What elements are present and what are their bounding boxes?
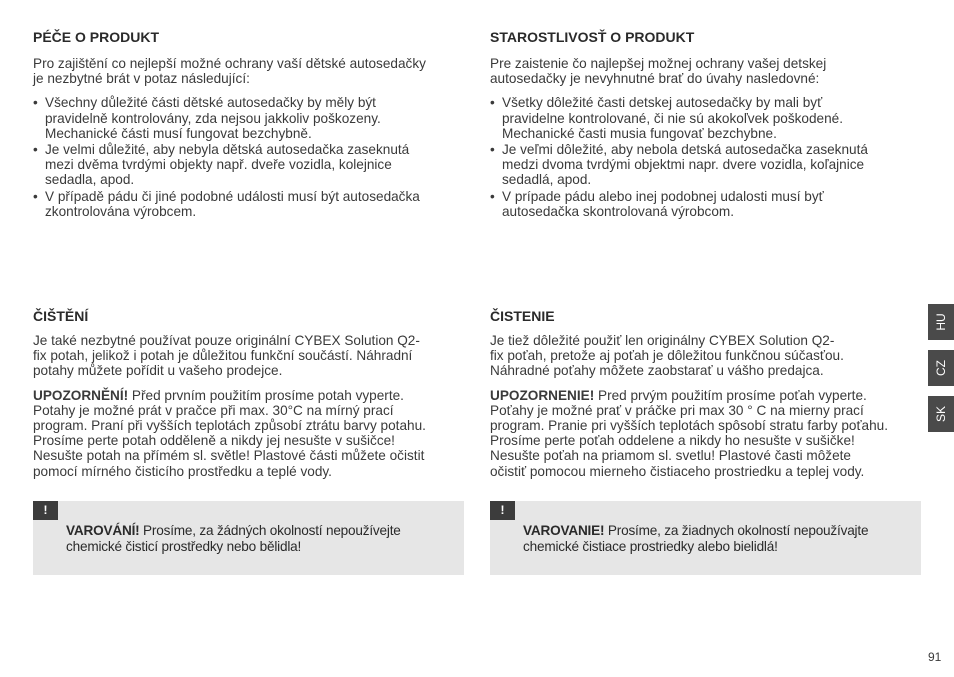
list-item: • Všechny důležité části dětské autosedačky by měly být pravidelně kontrolovány, zda nejsou jakkoliv poškozeny. Mechanické části musí fungovat bezchybně. — [33, 95, 381, 141]
sk-warning-text: VAROVANIE! Prosíme, za žiadnych okolností nepoužívajte chemické čistiace prostriedky alebo bielidlá! — [523, 523, 869, 554]
sk-care-list — [490, 95, 922, 219]
sk-care-title: STAROSTLIVOSŤ O PRODUKT — [490, 29, 695, 45]
bullet-icon: • — [490, 95, 495, 111]
sk-cleaning-title: ČISTENIE — [490, 308, 555, 324]
list-item: • Všetky dôležité časti detskej autosedačky by mali byť pravidelne kontrolované, či nie sú akokoľvek poškodené. Mechanické časti musia fungovať bezchybne. — [490, 95, 843, 141]
warning-label: VAROVÁNÍ! — [66, 523, 140, 538]
cz-care-intro: Pro zajištění co nejlepší možné ochrany vaší dětské autosedačky je nezbytné brát v potaz následující: — [33, 56, 426, 87]
warning-icon: ! — [33, 501, 58, 520]
sk-warning-box — [490, 501, 921, 575]
bullet-icon: • — [33, 95, 38, 111]
page-number: 91 — [928, 650, 942, 664]
cz-cleaning-notice: UPOZORNĚNÍ! Před prvním použitím prosíme potah vyperte. Potahy je možné prát v pračce při max. 30°C na mírný prací program. Praní při vyšších teplotách způsobí ztrátu barvy potahu. Prosíme perte potah odděleně a nikdy jej nesušte v sušičce! Nesušte potah na přímém sl. světle! Plastové části můžete očistit pomocí mírného čisticího prostředku a teplé vody. — [33, 387, 426, 479]
list-item: • Je velmi důležité, aby nebyla dětská autosedačka zaseknutá mezi dvěma tvrdými objekty např. dveře vozidla, kolejnice sedadla, apod. — [33, 142, 410, 188]
sk-care-intro: Pre zaistenie čo najlepšej možnej ochrany vašej detskej autosedačky je nevyhnutné brať do úvahy nasledovné: — [490, 56, 827, 87]
cz-cleaning-title: ČIŠTĚNÍ — [33, 308, 89, 324]
cz-warning-text: VAROVÁNÍ! Prosíme, za žádných okolností nepoužívejte chemické čisticí prostředky nebo bělidla! — [66, 523, 401, 554]
sk-cleaning-section — [490, 308, 922, 479]
sk-care-section — [490, 29, 922, 220]
notice-label: UPOZORNENIE! — [490, 387, 595, 403]
cz-warning-box — [33, 501, 464, 575]
bullet-icon: • — [490, 142, 495, 158]
tab-hu[interactable]: HU — [928, 304, 954, 340]
sk-cleaning-intro: Je tiež dôležité použiť len originálny CYBEX Solution Q2- fix poťah, pretože aj poťah je dôležitou funkčnou súčasťou. Náhradné poťahy môžete zaobstarať u vášho predajca. — [490, 333, 844, 379]
bullet-icon: • — [33, 142, 38, 158]
bullet-icon: • — [33, 188, 38, 204]
tab-cz[interactable]: CZ — [928, 350, 954, 386]
tab-sk[interactable]: SK — [928, 396, 954, 432]
cz-care-title: PÉČE O PRODUKT — [33, 29, 160, 45]
list-item: • Je veľmi dôležité, aby nebola detská autosedačka zaseknutá medzi dvoma tvrdými objektmi napr. dvere vozidla, koľajnice sedadlá, apod. — [490, 142, 868, 188]
notice-label: UPOZORNĚNÍ! — [33, 387, 129, 403]
list-item: • V prípade pádu alebo inej podobnej udalosti musí byť autosedačka skontrolovaná výrobcom. — [490, 188, 824, 219]
cz-care-section — [33, 29, 465, 220]
cz-cleaning-intro: Je také nezbytné používat pouze originální CYBEX Solution Q2- fix potah, jelikož i potah je důležitou funkční součástí. Náhradní potahy můžete pořídit u vašeho prodejce. — [33, 333, 420, 379]
cz-care-list — [33, 95, 465, 219]
cz-cleaning-section — [33, 308, 465, 479]
sk-cleaning-notice: UPOZORNENIE! Pred prvým použitím prosíme poťah vyperte. Poťahy je možné prať v práčke pri max 30 ° C na mierny prací program. Pranie pri vyšších teplotách spôsobí stratu farby poťahu. Prosíme perte poťah oddelene a nikdy ho nesušte v sušičke! Nesušte poťah na priamom sl. svetlu! Plastové časti môžete očistiť pomocou mierneho čistiaceho prostriedku a teplej vody. — [490, 387, 889, 479]
warning-icon: ! — [490, 501, 515, 520]
list-item: • V případě pádu či jiné podobné události musí být autosedačka zkontrolována výrobcem. — [33, 188, 420, 219]
warning-label: VAROVANIE! — [523, 523, 605, 538]
bullet-icon: • — [490, 188, 495, 204]
